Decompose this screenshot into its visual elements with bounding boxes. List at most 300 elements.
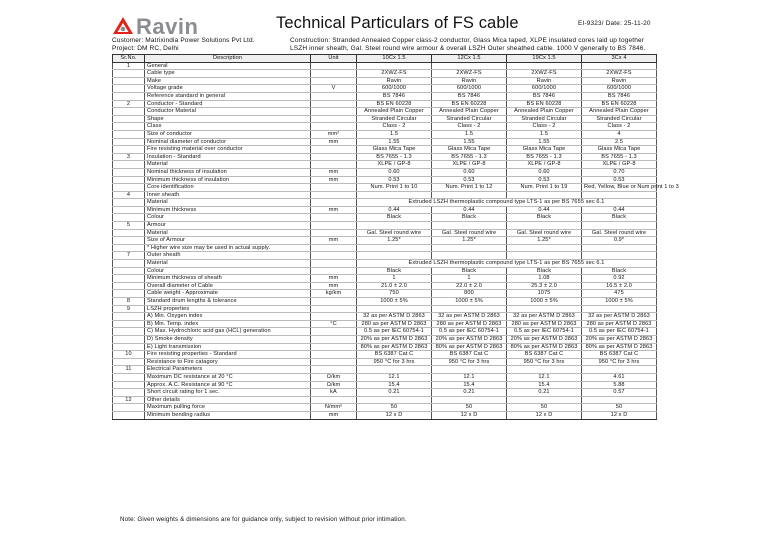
cell-sr-no xyxy=(113,320,145,328)
construction-line-1: Construction: Stranded Annealed Copper class-2 conductor, Glass Mica taped, XLPE insulated cores laid up together xyxy=(290,37,645,44)
cell-value: 1075 xyxy=(507,290,582,298)
cell-unit xyxy=(311,161,357,169)
cell-unit xyxy=(311,115,357,123)
cell-value: Black xyxy=(357,267,432,275)
cell-sr-no xyxy=(113,161,145,169)
table-row xyxy=(113,252,657,260)
document-title: Technical Particulars of FS cable xyxy=(276,14,519,32)
cell-value: XLPE / GP-8 xyxy=(507,161,582,169)
cell-value: Red, Yellow, Blue or Num print 1 to 3 xyxy=(582,184,657,192)
table-row xyxy=(113,290,657,298)
cell-value: BS EN 60228 xyxy=(432,100,507,108)
cell-value: 0.92 xyxy=(582,275,657,283)
cell-value: 600/1000 xyxy=(582,85,657,93)
cell-value xyxy=(357,366,432,374)
table-row xyxy=(113,214,657,222)
cell-value: 1.25* xyxy=(507,237,582,245)
cell-value: 12 x D xyxy=(432,411,507,419)
cell-description: Material xyxy=(145,260,311,268)
cell-value xyxy=(582,62,657,70)
cell-value xyxy=(432,191,507,199)
ravin-logo xyxy=(112,16,198,38)
table-row xyxy=(113,373,657,381)
cell-value: 0.5 as per IEC 60754-1 xyxy=(582,328,657,336)
cell-value: Gal. Steel round wire xyxy=(582,229,657,237)
cell-value xyxy=(507,62,582,70)
cell-value: 80% as per ASTM D 2863 xyxy=(582,343,657,351)
cell-value: Black xyxy=(582,214,657,222)
cell-sr-no xyxy=(113,115,145,123)
cell-value: 15.4 xyxy=(432,381,507,389)
table-row xyxy=(113,168,657,176)
cell-value: 1 xyxy=(432,275,507,283)
table-row xyxy=(113,305,657,313)
technical-particulars-table xyxy=(112,54,679,420)
cell-value xyxy=(507,366,582,374)
cell-sr-no xyxy=(113,168,145,176)
cell-value: 0.53 xyxy=(507,176,582,184)
cell-value xyxy=(357,244,432,252)
table-row xyxy=(113,161,657,169)
cell-unit: mm xyxy=(311,168,357,176)
cell-unit xyxy=(311,267,357,275)
cell-value: Black xyxy=(507,267,582,275)
cell-value: Stranded Circular xyxy=(432,115,507,123)
table-row xyxy=(113,115,657,123)
table-row xyxy=(113,343,657,351)
cell-value: BS 6387 Cat C xyxy=(432,351,507,359)
column-header-19c-1-5: 19Cx 1.5 xyxy=(507,55,582,63)
cell-value: 0.5 as per IEC 60754-1 xyxy=(357,328,432,336)
cell-unit: mm xyxy=(311,176,357,184)
cell-sr-no: 8 xyxy=(113,298,145,306)
cell-value: BS 6387 Cat C xyxy=(507,351,582,359)
cell-value xyxy=(357,252,432,260)
ravin-logo-icon xyxy=(112,16,134,38)
cell-value: Gal. Steel round wire xyxy=(507,229,582,237)
document-reference: EI-9323/ Date: 25-11-20 xyxy=(578,20,651,27)
cell-value: Stranded Circular xyxy=(582,115,657,123)
cell-unit xyxy=(311,214,357,222)
cell-unit xyxy=(311,343,357,351)
table-row xyxy=(113,153,657,161)
cell-value xyxy=(582,305,657,313)
cell-value: 80% as per ASTM D 2863 xyxy=(507,343,582,351)
cell-unit: mm xyxy=(311,275,357,283)
cell-description: E) Light transmission xyxy=(145,343,311,351)
cell-sr-no xyxy=(113,411,145,419)
cell-value: 280 as per ASTM D 2863 xyxy=(357,320,432,328)
cell-value: 800 xyxy=(432,290,507,298)
cell-sr-no xyxy=(113,358,145,366)
table-row xyxy=(113,123,657,131)
cell-description: Colour xyxy=(145,267,311,275)
cell-value: 20% as per ASTM D 2863 xyxy=(582,335,657,343)
cell-value xyxy=(582,396,657,404)
cell-sr-no xyxy=(113,290,145,298)
cell-value: 2XWZ-FS xyxy=(507,70,582,78)
cell-value: 20% as per ASTM D 2863 xyxy=(507,335,582,343)
table-row xyxy=(113,366,657,374)
cell-value: 12.1 xyxy=(507,373,582,381)
cell-sr-no xyxy=(113,267,145,275)
cell-sr-no xyxy=(113,108,145,116)
cell-value: 0.60 xyxy=(432,168,507,176)
table-row xyxy=(113,351,657,359)
cell-unit: °C xyxy=(311,320,357,328)
cell-value: Black xyxy=(582,267,657,275)
cell-value: 0.21 xyxy=(432,389,507,397)
cell-sr-no xyxy=(113,206,145,214)
cell-value: 0.53 xyxy=(432,176,507,184)
cell-description: Conductor - Standard xyxy=(145,100,311,108)
cell-unit: Ω/km xyxy=(311,373,357,381)
cell-value: 950 °C for 3 hrs xyxy=(507,358,582,366)
cell-value: 950 °C for 3 hrs xyxy=(432,358,507,366)
cell-value: 1.55 xyxy=(357,138,432,146)
cell-unit xyxy=(311,351,357,359)
cell-description: Conductor Material xyxy=(145,108,311,116)
column-header-description: Description xyxy=(145,55,311,63)
cell-value: 280 as per ASTM D 2863 xyxy=(432,320,507,328)
table-row xyxy=(113,199,657,207)
cell-value: 600/1000 xyxy=(432,85,507,93)
cell-description: Minimum bending radius xyxy=(145,411,311,419)
cell-description: Nominal thickness of insulation xyxy=(145,168,311,176)
cell-value: 2XWZ-FS xyxy=(582,70,657,78)
cell-description: Approx. A.C. Resistance at 90 °C xyxy=(145,381,311,389)
cell-value: 1000 ± 5% xyxy=(582,298,657,306)
cell-description: Armour xyxy=(145,222,311,230)
cell-value xyxy=(357,191,432,199)
cell-value: XLPE / GP-8 xyxy=(432,161,507,169)
cell-value: 12.1 xyxy=(432,373,507,381)
project-line: Project: DM RC, Delhi xyxy=(112,45,179,52)
cell-value xyxy=(507,191,582,199)
table-row xyxy=(113,237,657,245)
cell-value: 475 xyxy=(582,290,657,298)
cell-value: BS 7655 - 1.3 xyxy=(507,153,582,161)
cell-value: Num. Print 1 to 19 xyxy=(507,184,582,192)
cell-value: 0.5 as per IEC 60754-1 xyxy=(507,328,582,336)
cell-value: BS EN 60228 xyxy=(582,100,657,108)
table-row xyxy=(113,358,657,366)
cell-unit: mm xyxy=(311,282,357,290)
cell-description: Short circuit rating for 1 sec. xyxy=(145,389,311,397)
cell-sr-no xyxy=(113,275,145,283)
cell-sr-no xyxy=(113,335,145,343)
column-header-sr-no: Sr.No. xyxy=(113,55,145,63)
cell-value: 0.44 xyxy=(582,206,657,214)
cell-value: 0.53 xyxy=(582,176,657,184)
cell-unit xyxy=(311,244,357,252)
cell-value: 0.44 xyxy=(507,206,582,214)
cell-value xyxy=(582,222,657,230)
cell-sr-no: 4 xyxy=(113,191,145,199)
cell-sr-no xyxy=(113,184,145,192)
table-row xyxy=(113,184,657,192)
cell-value: Ravin xyxy=(582,77,657,85)
cell-description: Minimum thickness of sheath xyxy=(145,275,311,283)
cell-value: BS 7846 xyxy=(507,92,582,100)
table-row xyxy=(113,244,657,252)
cell-value: Annealed Plain Copper xyxy=(507,108,582,116)
cell-value: 750 xyxy=(357,290,432,298)
table-row xyxy=(113,320,657,328)
cell-value: 0.5 as per IEC 60754-1 xyxy=(432,328,507,336)
cell-value: 12 x D xyxy=(507,411,582,419)
cell-sr-no xyxy=(113,328,145,336)
cell-value: Class - 2 xyxy=(507,123,582,131)
cell-value: 12.1 xyxy=(357,373,432,381)
cell-value: 1000 ± 5% xyxy=(357,298,432,306)
table-row xyxy=(113,229,657,237)
cell-value: Ravin xyxy=(507,77,582,85)
cell-description: Size of Armour xyxy=(145,237,311,245)
cell-value: 21.0 ± 2.0 xyxy=(357,282,432,290)
cell-value: 1.5 xyxy=(357,130,432,138)
table-row xyxy=(113,260,657,268)
cell-value xyxy=(432,62,507,70)
cell-value xyxy=(507,252,582,260)
table-row xyxy=(113,77,657,85)
table-row xyxy=(113,206,657,214)
cell-value: BS 7655 - 1.3 xyxy=(432,153,507,161)
cell-value: 0.21 xyxy=(507,389,582,397)
cell-value: 16.5 ± 2.0 xyxy=(582,282,657,290)
cell-value: 4.61 xyxy=(582,373,657,381)
cell-unit xyxy=(311,222,357,230)
cell-description: Overall diameter of Cable xyxy=(145,282,311,290)
cell-value: Glass Mica Tape xyxy=(432,146,507,154)
cell-value: Glass Mica Tape xyxy=(507,146,582,154)
cell-value: 32 as per ASTM D 2863 xyxy=(507,313,582,321)
cell-value xyxy=(507,305,582,313)
cell-sr-no xyxy=(113,214,145,222)
table-row xyxy=(113,275,657,283)
cell-value: 0.21 xyxy=(357,389,432,397)
cell-value: 0.70 xyxy=(582,168,657,176)
cell-sr-no xyxy=(113,70,145,78)
cell-value xyxy=(357,222,432,230)
table-row xyxy=(113,191,657,199)
cell-value xyxy=(582,366,657,374)
cell-value xyxy=(357,396,432,404)
cell-unit xyxy=(311,199,357,207)
cell-unit: mm xyxy=(311,206,357,214)
cell-value: BS 7846 xyxy=(432,92,507,100)
cell-unit xyxy=(311,100,357,108)
cell-sr-no xyxy=(113,77,145,85)
cell-value: XLPE / GP-8 xyxy=(582,161,657,169)
cell-value: Class - 2 xyxy=(432,123,507,131)
cell-value: BS 7846 xyxy=(582,92,657,100)
cell-sr-no xyxy=(113,389,145,397)
customer-line: Customer: Matrixindia Power Solutions Pvt Ltd. xyxy=(112,37,255,44)
cell-unit xyxy=(311,184,357,192)
cell-value: 4 xyxy=(582,130,657,138)
cell-description: Resistance to Fire catagory xyxy=(145,358,311,366)
cell-description: Other details xyxy=(145,396,311,404)
column-header-3c-4: 3Cx 4 xyxy=(582,55,657,63)
table-row xyxy=(113,389,657,397)
cell-sr-no xyxy=(113,343,145,351)
cell-value: 2XWZ-FS xyxy=(357,70,432,78)
cell-description: Class xyxy=(145,123,311,131)
table-row xyxy=(113,146,657,154)
cell-value: 50 xyxy=(507,404,582,412)
cell-sr-no xyxy=(113,260,145,268)
cell-value: 1000 ± 5% xyxy=(507,298,582,306)
cell-unit: mm xyxy=(311,138,357,146)
cell-value: 1000 ± 5% xyxy=(432,298,507,306)
cell-sr-no xyxy=(113,313,145,321)
cell-value: Ravin xyxy=(357,77,432,85)
cell-description: Standard drum lengths & tolerance xyxy=(145,298,311,306)
cell-value: Num. Print 1 to 12 xyxy=(432,184,507,192)
column-header-10c-1-5: 10Cx 1.5 xyxy=(357,55,432,63)
cell-value: BS 6387 Cat C xyxy=(582,351,657,359)
cell-description: LSZH properties xyxy=(145,305,311,313)
table-row xyxy=(113,267,657,275)
cell-sr-no: 1 xyxy=(113,62,145,70)
cell-value: BS 6387 Cat C xyxy=(357,351,432,359)
cell-description: Make xyxy=(145,77,311,85)
cell-value: Annealed Plain Copper xyxy=(357,108,432,116)
table-row xyxy=(113,100,657,108)
cell-value: Num. Print 1 to 10 xyxy=(357,184,432,192)
cell-value: 1.25* xyxy=(432,237,507,245)
cell-description: Reference standard in general xyxy=(145,92,311,100)
cell-unit xyxy=(311,313,357,321)
cell-unit: mm xyxy=(311,411,357,419)
cell-value: Black xyxy=(507,214,582,222)
cell-unit xyxy=(311,358,357,366)
table-row xyxy=(113,70,657,78)
cell-unit xyxy=(311,123,357,131)
cell-description: Material xyxy=(145,161,311,169)
cell-description: Inner sheath xyxy=(145,191,311,199)
footnote: Note: Given weights & dimensions are for guidance only, subject to revision without prior intimation. xyxy=(120,516,407,523)
cell-value: 950 °C for 3 hrs xyxy=(582,358,657,366)
cell-value: 12 x D xyxy=(582,411,657,419)
cell-unit xyxy=(311,335,357,343)
cell-value: Stranded Circular xyxy=(507,115,582,123)
brand-name: Ravin xyxy=(136,14,199,39)
cell-value: 1.08 xyxy=(507,275,582,283)
cell-value: 0.9* xyxy=(582,237,657,245)
cell-value: BS 7846 xyxy=(357,92,432,100)
cell-description: General xyxy=(145,62,311,70)
cell-value xyxy=(432,252,507,260)
table-row xyxy=(113,328,657,336)
cell-description: Maximum DC resistance at 20 °C xyxy=(145,373,311,381)
cell-unit: kg/km xyxy=(311,290,357,298)
table-header-row xyxy=(113,55,657,63)
cell-unit: N/mm² xyxy=(311,404,357,412)
cell-value: 2XWZ-FS xyxy=(432,70,507,78)
cell-value: Class - 2 xyxy=(582,123,657,131)
cell-description: Insulation - Standard xyxy=(145,153,311,161)
cell-description: Colour xyxy=(145,214,311,222)
cell-sr-no xyxy=(113,176,145,184)
table-row xyxy=(113,313,657,321)
cell-value: BS EN 60228 xyxy=(507,100,582,108)
table-row xyxy=(113,282,657,290)
column-header-12c-1-5: 12Cx 1.5 xyxy=(432,55,507,63)
cell-value: 20% as per ASTM D 2863 xyxy=(357,335,432,343)
cell-value xyxy=(432,396,507,404)
cell-unit: mm xyxy=(311,237,357,245)
cell-unit: mm² xyxy=(311,130,357,138)
cell-unit xyxy=(311,229,357,237)
cell-unit xyxy=(311,298,357,306)
cell-value: XLPE / GP-8 xyxy=(357,161,432,169)
table-row xyxy=(113,130,657,138)
table-row xyxy=(113,92,657,100)
table-row xyxy=(113,138,657,146)
cell-value: 15.4 xyxy=(507,381,582,389)
cell-description: Cable type xyxy=(145,70,311,78)
cell-sr-no xyxy=(113,199,145,207)
cell-description: D) Smoke density xyxy=(145,335,311,343)
cell-value: 600/1000 xyxy=(357,85,432,93)
cell-value: 20% as per ASTM D 2863 xyxy=(432,335,507,343)
cell-unit xyxy=(311,260,357,268)
cell-value: 280 as per ASTM D 2863 xyxy=(507,320,582,328)
cell-description: Shape xyxy=(145,115,311,123)
cell-value xyxy=(357,62,432,70)
cell-unit: kA xyxy=(311,389,357,397)
cell-description: Material xyxy=(145,229,311,237)
cell-description: A) Min. Oxygen index xyxy=(145,313,311,321)
cell-spanning-value: Extruded LSZH thermoplastic compound type LTS-1 as per BS 7655 sec 6.1 xyxy=(357,260,657,268)
cell-unit xyxy=(311,396,357,404)
cell-description: B) Min. Temp. index xyxy=(145,320,311,328)
cell-value: 50 xyxy=(357,404,432,412)
cell-unit xyxy=(311,153,357,161)
cell-description: Size of conductor xyxy=(145,130,311,138)
cell-description: Minimum thickness xyxy=(145,206,311,214)
cell-value: 1 xyxy=(357,275,432,283)
cell-value: 80% as per ASTM D 2863 xyxy=(432,343,507,351)
table-row xyxy=(113,396,657,404)
cell-value: Annealed Plain Copper xyxy=(432,108,507,116)
cell-sr-no: 11 xyxy=(113,366,145,374)
cell-description: C) Max. Hydrochloric acid gas (HCL) generation xyxy=(145,328,311,336)
cell-value: BS 7655 - 1.3 xyxy=(582,153,657,161)
cell-value: BS 7655 - 1.3 xyxy=(357,153,432,161)
cell-value: 0.44 xyxy=(432,206,507,214)
table-row xyxy=(113,62,657,70)
table-row xyxy=(113,335,657,343)
cell-value: 1.25* xyxy=(357,237,432,245)
cell-value xyxy=(432,244,507,252)
cell-description: Material xyxy=(145,199,311,207)
cell-value xyxy=(357,305,432,313)
cell-value: Gal. Steel round wire xyxy=(357,229,432,237)
table-row xyxy=(113,404,657,412)
table-row xyxy=(113,381,657,389)
cell-unit xyxy=(311,191,357,199)
cell-sr-no: 5 xyxy=(113,222,145,230)
cell-description: Maximum pulling force xyxy=(145,404,311,412)
cell-sr-no: 10 xyxy=(113,351,145,359)
construction-line-2: LSZH inner sheath, Gal. Steel round wire armour & overall LSZH Outer sheathed cable. 1000 V generally to BS 7846. xyxy=(290,45,646,52)
cell-value: 50 xyxy=(432,404,507,412)
cell-description: Fire resisting properties - Standard xyxy=(145,351,311,359)
cell-sr-no: 2 xyxy=(113,100,145,108)
